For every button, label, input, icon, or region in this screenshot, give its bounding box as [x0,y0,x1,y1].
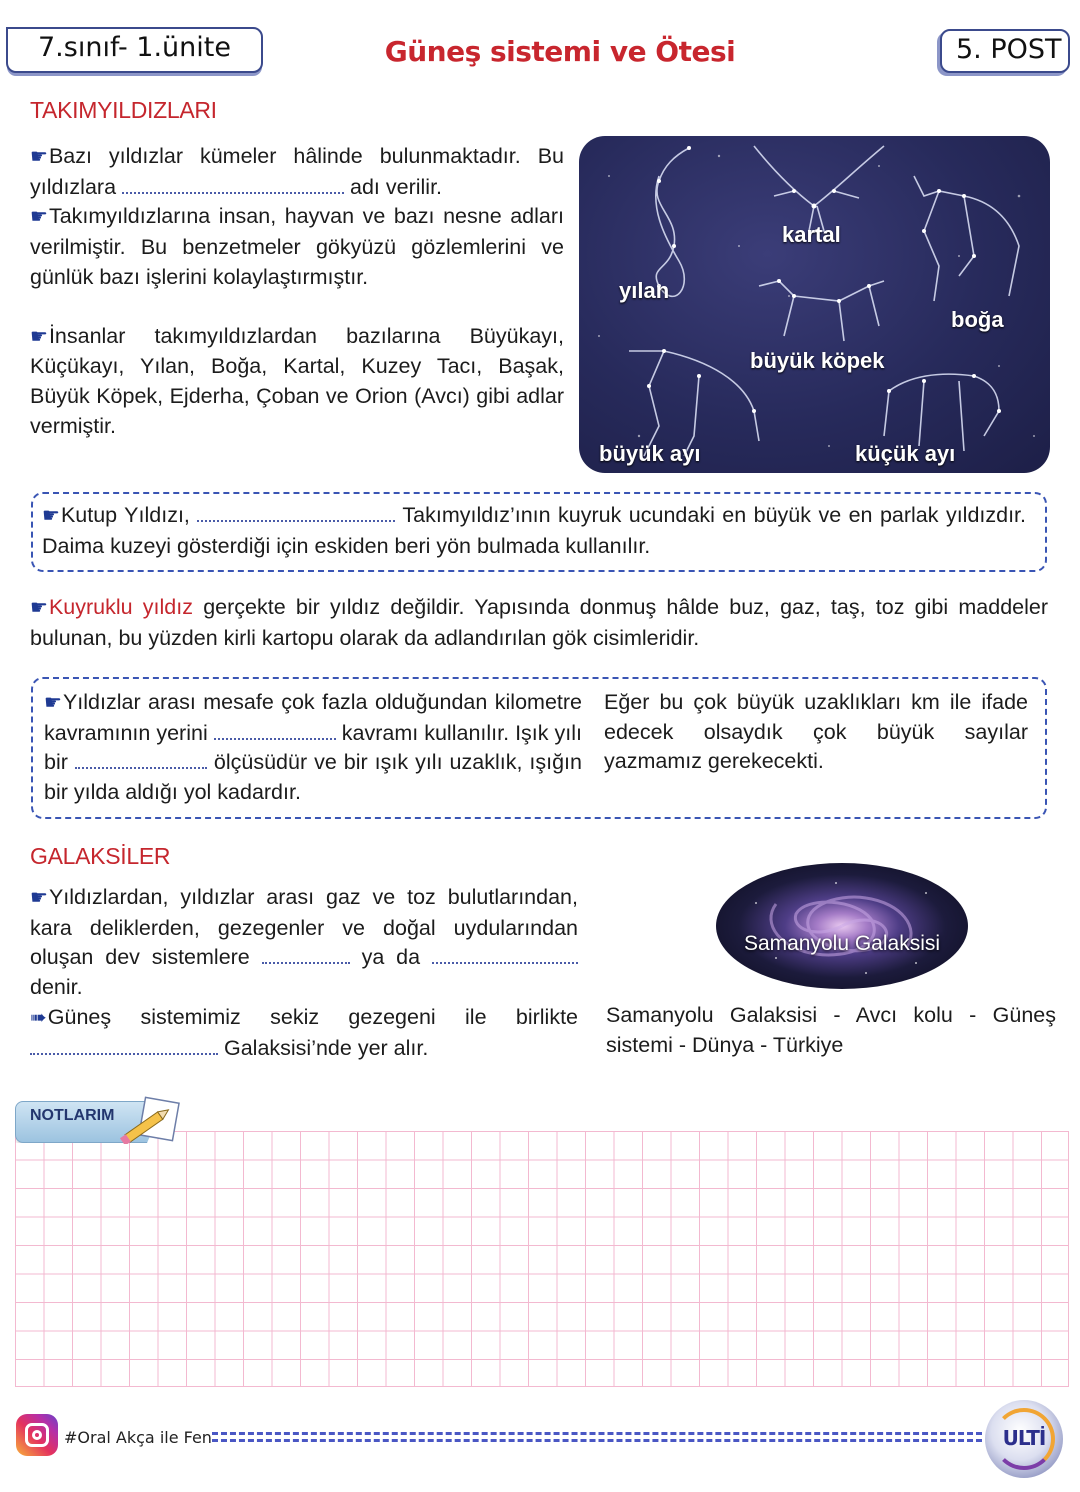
section-title-constellations: TAKIMYILDIZLARI [30,97,217,123]
pencil-icon [118,1096,184,1144]
pointing-hand-icon: ☛ [42,505,60,527]
comet-text: ☛Kuyruklu yıldız gerçekte bir yıldız değildir. Yapısında donmuş hâlde buz, gaz, taş, toz gibi maddeler bulunan, bu yüzden kirli kartopu olarak da adlandırılan gök cisimleridir. [30,595,1048,650]
galaxy-label: Samanyolu Galaksisi [743,932,941,955]
blank-fill-line [262,946,350,964]
label-kucuk-ayi: küçük ayı [855,441,956,466]
ulti-logo [985,1400,1063,1478]
paragraph-names: ☛Takımyıldızlarına insan, hayvan ve bazı nesne adları verilmiştir. Bu benzetmeler gökyüzü gözlemlerini ve günlük bazı işlerini kolaylaştırmıştır. [30,204,564,289]
arrow-right-icon: ➠ [30,1006,47,1029]
milky-way-image [716,863,968,989]
pointing-hand-icon: ☛ [30,206,48,229]
distance-text-right: Eğer bu çok büyük uzaklıkları km ile ifade edecek olsaydık çok büyük sayılar yazmamız gerekecekti. [604,690,1028,774]
unit-label-box [6,27,263,73]
blank-fill-line [75,751,207,769]
instagram-icon[interactable] [16,1414,58,1456]
post-label-box [940,29,1070,73]
polaris-text: ☛Kutup Yıldızı, Takımyıldız’ının kuyruk ucundaki en büyük ve en parlak yıldızdır. Daima kuzeyi gösterdiği için eskiden beri yön bulmada kullanılır. [42,503,1027,558]
label-boga: boğa [951,307,1004,332]
blank-fill-line [197,504,395,522]
pointing-hand-icon: ☛ [30,887,48,909]
page-title: Güneş sistemi ve Ötesi [384,35,736,68]
label-buyuk-ayi: büyük ayı [599,441,701,466]
galaxies-text: ☛Yıldızlardan, yıldızlar arası gaz ve toz bulutlarından, kara deliklerden, gezegenler ve doğal uydularından oluşan dev sistemlere ya da denir. ➠Güneş sistemimiz sekiz gezegeni ile birlikte Galaksisi’nde yer alır. [30,885,578,1060]
paragraph-examples: ☛İnsanlar takımyıldızlardan bazılarına Büyükayı, Küçükayı, Yılan, Boğa, Kartal, Kuzey Tacı, Başak, Büyük Köpek, Ejderha, Çoban ve Orion (Avcı) gibi adlar vermiştir. [30,323,564,438]
label-buyuk-kopek: büyük köpek [750,348,885,373]
blank-fill-line [214,722,336,740]
blank-fill-line [122,176,344,194]
label-kartal: kartal [782,222,841,247]
pointing-hand-icon: ☛ [30,325,48,348]
pointing-hand-icon: ☛ [44,692,62,714]
notes-grid [15,1131,1069,1387]
notes-label: NOTLARIM [30,1107,115,1124]
pointing-hand-icon: ☛ [30,597,48,619]
section-title-galaxies: GALAKSİLER [30,843,171,869]
unit-label: 7.sınıf- 1.ünite [38,32,231,63]
paragraph-star-clusters: ☛Bazı yıldızlar kümeler hâlinde bulunmaktadır. Bu yıldızlara adı verilir. [30,144,564,199]
blank-fill-line [432,946,578,964]
constellation-figures-icon [579,136,1050,473]
galaxy-hierarchy: Samanyolu Galaksisi - Avcı kolu - Güneş sistemi - Dünya - Türkiye [606,1003,1056,1057]
footer-divider [212,1432,982,1442]
post-label: 5. POST [956,34,1062,65]
constellation-illustration [579,136,1050,473]
spiral-galaxy-icon [716,863,968,989]
distance-text-left: ☛Yıldızlar arası mesafe çok fazla olduğundan kilometre kavramının yerini kavramı kullanılır. Işık yılı bir ölçüsüdür ve bir ışık yılı uzaklık, ışığın bir yılda aldığı yol kadardır. [44,690,582,805]
pointing-hand-icon: ☛ [30,146,48,168]
comet-term: Kuyruklu yıldız [48,595,193,619]
logo-text: ULTİ [1002,1426,1046,1450]
constellations-text [30,142,564,441]
label-yilan: yılan [619,278,670,303]
blank-fill-line [30,1037,218,1055]
footer-hashtag: #Oral Akça ile Fen [64,1428,212,1447]
